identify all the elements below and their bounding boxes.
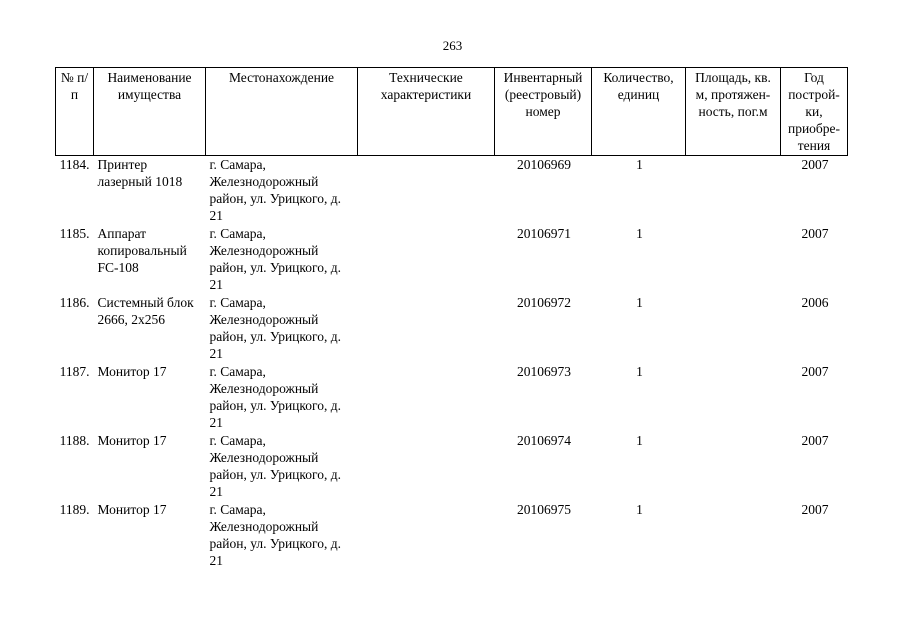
cell-quantity: 1 <box>636 294 643 310</box>
table-row <box>56 432 848 501</box>
cell-quantity: 1 <box>636 225 643 241</box>
cell-inventory: 20106971 <box>517 225 571 241</box>
header-quantity: Количество, единиц <box>592 68 686 156</box>
cell-quantity: 1 <box>636 157 643 172</box>
page-number: 263 <box>442 38 463 53</box>
header-number: № п/п <box>56 68 94 156</box>
cell-inventory: 20106974 <box>517 432 571 448</box>
cell-year: 2007 <box>801 157 829 172</box>
cell-tech <box>358 156 495 225</box>
cell-year: 2007 <box>801 501 829 517</box>
cell-tech <box>358 294 495 363</box>
cell-name: Системный блок 2666, 2х256 <box>97 294 194 327</box>
cell-area <box>686 294 781 363</box>
table-row <box>56 294 848 363</box>
cell-tech <box>358 432 495 501</box>
cell-name: Принтер лазерный 1018 <box>97 157 183 189</box>
cell-location: г. Самара, Железнодорожный район, ул. Урицкого, д. 21 <box>209 363 341 430</box>
cell-number: 1188. <box>59 432 90 448</box>
header-area: Площадь, кв. м, протяжен-ность, пог.м <box>686 68 781 156</box>
cell-inventory: 20106975 <box>517 501 571 517</box>
cell-inventory: 20106972 <box>517 294 571 310</box>
header-tech: Технические характеристики <box>358 68 495 156</box>
table-row <box>56 363 848 432</box>
cell-number: 1189. <box>59 501 90 517</box>
cell-name: Монитор 17 <box>97 432 167 448</box>
cell-area <box>686 432 781 501</box>
cell-tech <box>358 501 495 570</box>
cell-location: г. Самара, Железнодорожный район, ул. Урицкого, д. 21 <box>209 157 341 223</box>
cell-area <box>686 501 781 570</box>
cell-year: 2007 <box>801 363 829 379</box>
cell-quantity: 1 <box>636 432 643 448</box>
cell-number: 1185. <box>59 225 90 241</box>
cell-location: г. Самара, Железнодорожный район, ул. Урицкого, д. 21 <box>209 225 341 292</box>
cell-number: 1184. <box>59 157 90 172</box>
cell-inventory: 20106973 <box>517 363 571 379</box>
header-year: Год построй-ки, приобре-тения <box>781 68 848 156</box>
property-table <box>55 67 848 570</box>
cell-area <box>686 363 781 432</box>
cell-location: г. Самара, Железнодорожный район, ул. Урицкого, д. 21 <box>209 501 341 568</box>
header-name: Наименование имущества <box>94 68 206 156</box>
cell-quantity: 1 <box>636 363 643 379</box>
cell-inventory: 20106969 <box>517 157 571 172</box>
table-row <box>56 501 848 570</box>
table-header-row <box>56 68 848 156</box>
cell-name: Монитор 17 <box>97 501 167 517</box>
cell-area <box>686 156 781 225</box>
cell-number: 1187. <box>59 363 90 379</box>
cell-location: г. Самара, Железнодорожный район, ул. Урицкого, д. 21 <box>209 432 341 499</box>
header-location: Местонахождение <box>206 68 358 156</box>
table-row <box>56 225 848 294</box>
header-inventory: Инвентарный (реестровый) номер <box>495 68 592 156</box>
cell-year: 2006 <box>801 294 829 310</box>
table-row <box>56 156 848 225</box>
cell-tech <box>358 363 495 432</box>
cell-year: 2007 <box>801 225 829 241</box>
cell-location: г. Самара, Железнодорожный район, ул. Урицкого, д. 21 <box>209 294 341 361</box>
cell-year: 2007 <box>801 432 829 448</box>
cell-area <box>686 225 781 294</box>
cell-tech <box>358 225 495 294</box>
cell-number: 1186. <box>59 294 90 310</box>
cell-name: Монитор 17 <box>97 363 167 379</box>
cell-quantity: 1 <box>636 501 643 517</box>
cell-name: Аппарат копировальный FC-108 <box>97 225 187 275</box>
